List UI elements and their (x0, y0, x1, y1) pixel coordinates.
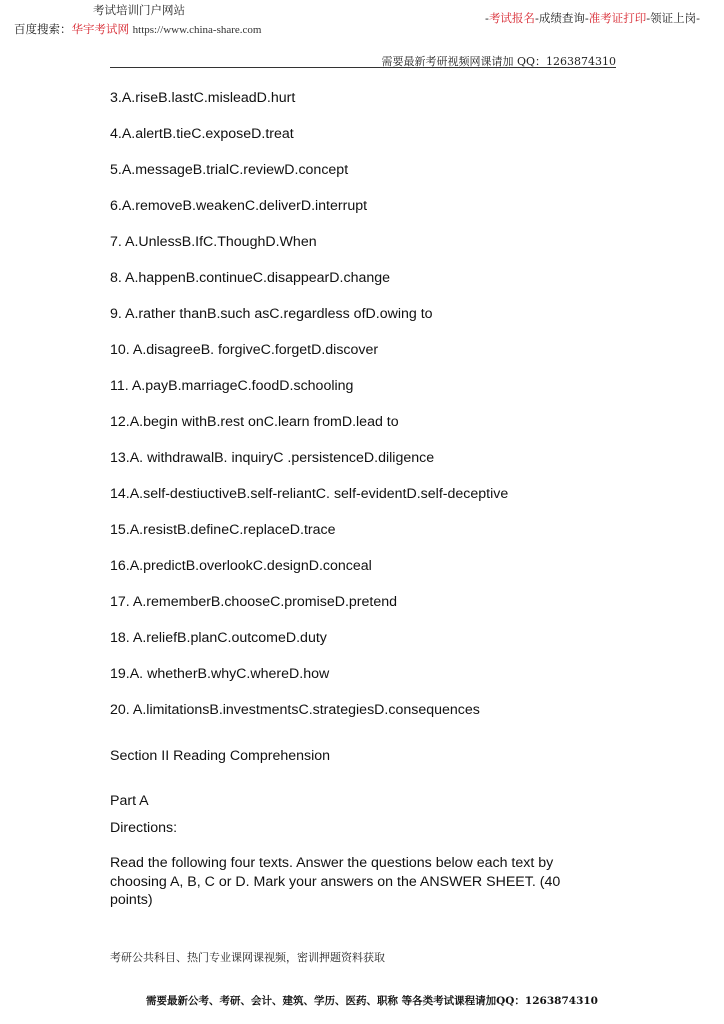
header-links (485, 10, 700, 26)
footer-contact: 需要最新公考、考研、会计、建筑、学历、医药、职称 等各类考试课程请加QQ：1263874310 (145, 995, 598, 1007)
header-link[interactable]: 考试报名 (488, 11, 535, 25)
page-content (110, 88, 590, 910)
question-options-row: 16.A.predictB.overlookC.designD.conceal (110, 558, 372, 574)
question-options-row: 17. A.rememberB.chooseC.promiseD.pretend (110, 594, 398, 610)
question-options-row: 8. A.happenB.continueC.disappearD.change (110, 270, 391, 286)
header-link[interactable]: 准考证打印 (588, 11, 647, 25)
question-options-row: 11. A.payB.marriageC.foodD.schooling (110, 378, 354, 394)
header-divider (110, 67, 616, 68)
section-title: Section II Reading Comprehension (110, 748, 331, 764)
question-list (110, 88, 590, 736)
part-title: Part A (110, 793, 149, 809)
question-options-row: 4.A.alertB.tieC.exposeD.treat (110, 126, 294, 142)
question-options-row: 20. A.limitationsB.investmentsC.strategiesD.consequences (110, 702, 480, 718)
question-options-row: 5.A.messageB.trialC.reviewD.concept (110, 162, 349, 178)
portal-label: 考试培训门户网站 (93, 3, 185, 17)
question-options-row: 6.A.removeB.weakenC.deliverD.interrupt (110, 198, 368, 214)
directions-text: Read the following four texts. Answer the questions below each text by choosing A, B, C or D. Mark your answers on the ANSWER SHEET. (40 points) (110, 855, 561, 908)
question-options-row: 13.A. withdrawalB. inquiryC .persistenceD.diligence (110, 450, 435, 466)
question-options-row: 19.A. whetherB.whyC.whereD.how (110, 666, 330, 682)
header-link-separator: - (485, 11, 489, 25)
header-link-separator: -成绩查询- (534, 11, 589, 25)
directions-label: Directions: (110, 820, 178, 836)
question-options-row: 10. A.disagreeB. forgiveC.forgetD.discover (110, 342, 379, 358)
question-options-row: 7. A.UnlessB.IfC.ThoughD.When (110, 234, 317, 250)
search-prefix: 百度搜索： (14, 22, 72, 36)
search-hint (14, 21, 261, 37)
question-options-row: 12.A.begin withB.rest onC.learn fromD.lead to (110, 414, 399, 430)
question-options-row: 3.A.riseB.lastC.misleadD.hurt (110, 90, 296, 106)
question-options-row: 18. A.reliefB.planC.outcomeD.duty (110, 630, 327, 646)
question-options-row: 14.A.self-destiuctiveB.self-reliantC. self-evidentD.self-deceptive (110, 486, 509, 502)
search-brand: 华宇考试网 (71, 22, 129, 36)
question-options-row: 15.A.resistB.defineC.replaceD.trace (110, 522, 336, 538)
question-options-row: 9. A.rather thanB.such asC.regardless ofD.owing to (110, 306, 433, 322)
qq-note: 需要最新考研视频网课请加 QQ：1263874310 (381, 55, 616, 68)
footer-note: 考研公共科目、热门专业课网课视频，密训押题资料获取 (110, 951, 385, 964)
header-link-separator: -领证上岗- (646, 11, 700, 25)
site-url[interactable]: https://www.china-share.com (132, 24, 262, 36)
